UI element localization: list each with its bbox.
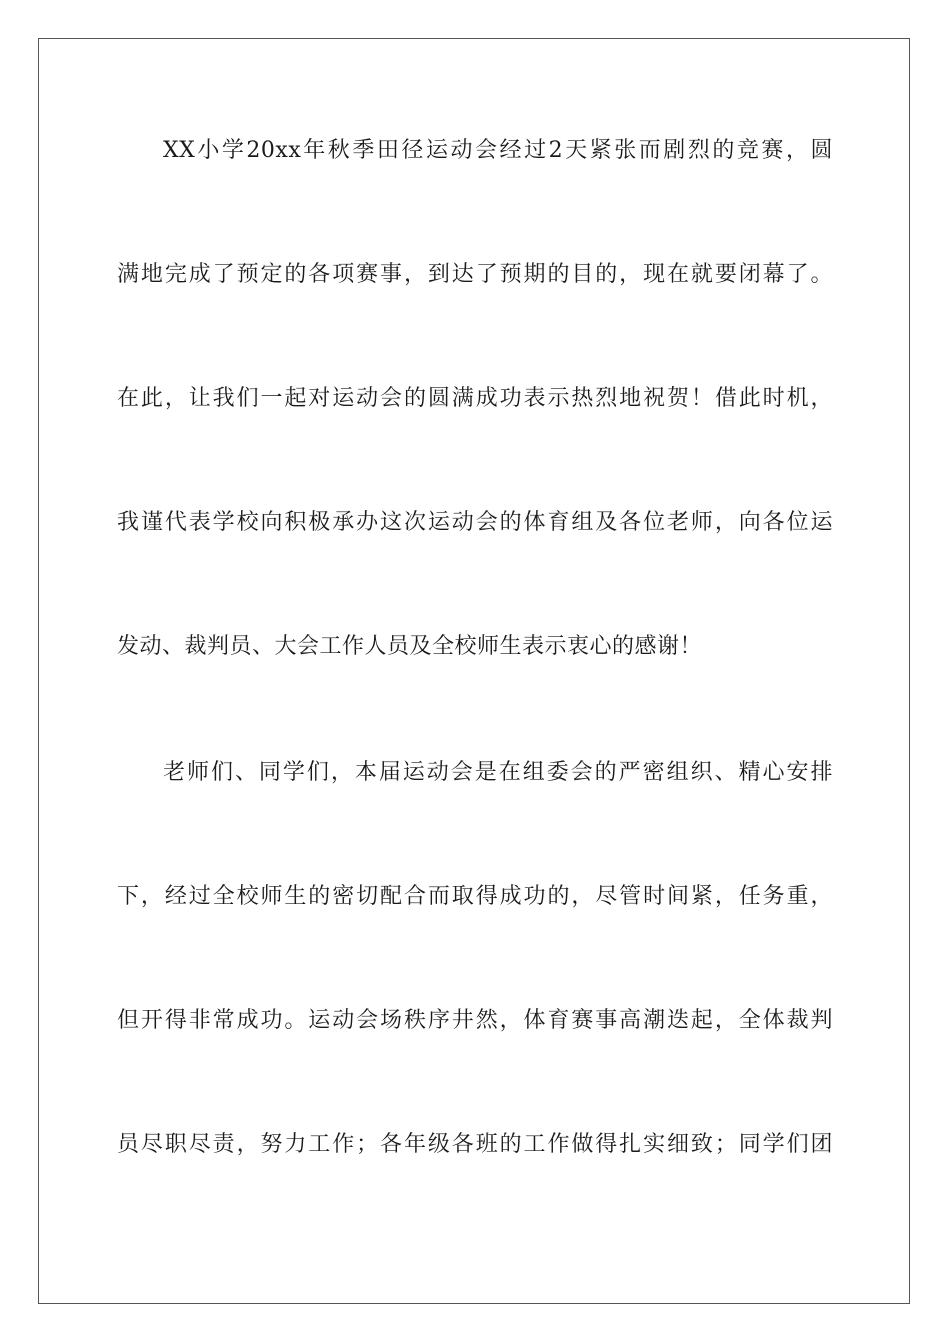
paragraph-2-line-3: 但开得非常成功。运动会场秩序井然，体育赛事高潮迭起，全体裁判 [117, 1008, 833, 1033]
paragraph-2-line-2: 下，经过全校师生的密切配合而取得成功的，尽管时间紧，任务重， [117, 884, 833, 909]
paragraph-1-line-3: 在此，让我们一起对运动会的圆满成功表示热烈地祝贺！借此时机， [117, 386, 833, 411]
paragraph-1-line-4: 我谨代表学校向积极承办这次运动会的体育组及各位老师，向各位运 [117, 510, 833, 535]
page-border [38, 38, 910, 1304]
paragraph-1-line-2: 满地完成了预定的各项赛事，到达了预期的目的，现在就要闭幕了。 [117, 262, 833, 287]
paragraph-1-line-1: XX小学20xx年秋季田径运动会经过2天紧张而剧烈的竞赛，圆 [163, 138, 833, 163]
paragraph-2-line-4: 员尽职尽责，努力工作；各年级各班的工作做得扎实细致；同学们团 [117, 1132, 833, 1157]
paragraph-1-line-5: 发动、裁判员、大会工作人员及全校师生表示衷心的感谢！ [117, 634, 703, 659]
paragraph-2-line-1: 老师们、同学们，本届运动会是在组委会的严密组织、精心安排 [163, 760, 833, 785]
